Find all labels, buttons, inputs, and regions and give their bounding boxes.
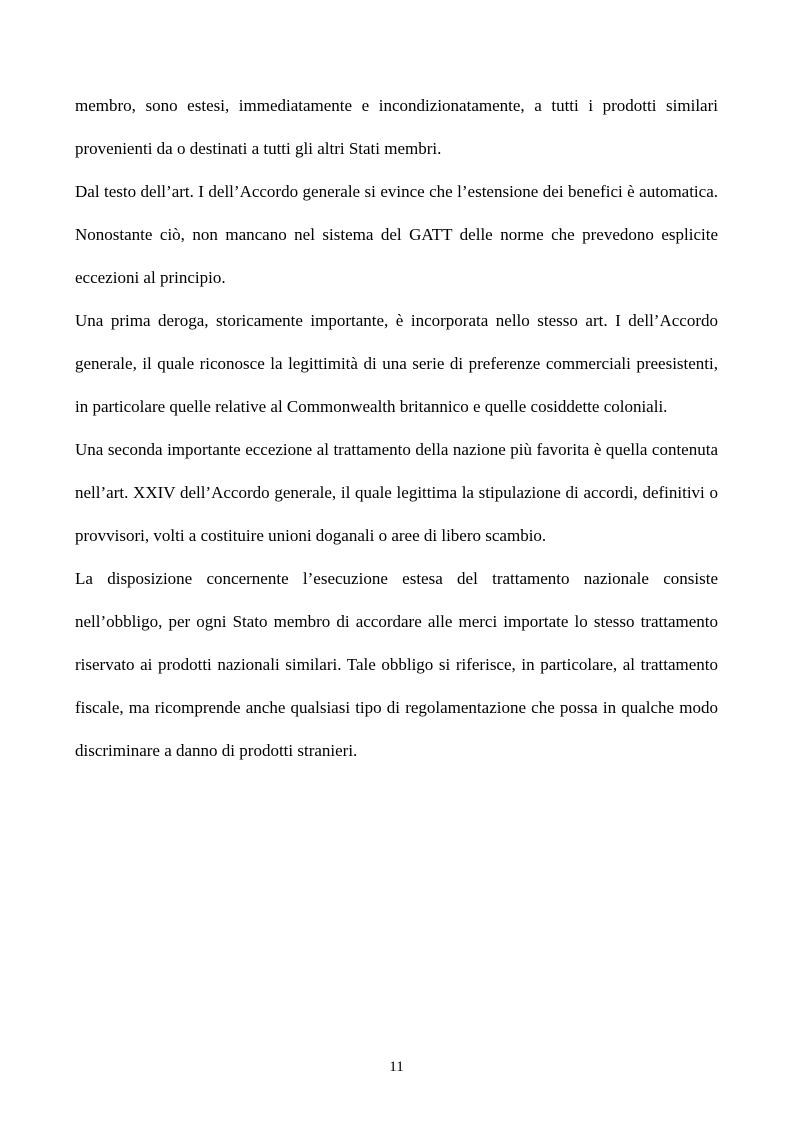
paragraph-5: La disposizione concernente l’esecuzione estesa del trattamento nazionale consiste nell’obbligo, per ogni Stato membro di accordare alle merci importate lo stesso trattamento riservato ai prodotti nazionali similari. Tale obbligo si riferisce, in particolare, al trattamento fiscale, ma ricomprende anche qualsiasi tipo di regolamentazione che possa in qualche modo discriminare a danno di prodotti stranieri. — [75, 569, 718, 760]
page-body — [75, 84, 718, 772]
paragraph-4: Una seconda importante eccezione al trattamento della nazione più favorita è quella contenuta nell’art. XXIV dell’Accordo generale, il quale legittima la stipulazione di accordi, definitivi o provvisori, volti a costituire unioni doganali o aree di libero scambio. — [75, 440, 718, 545]
paragraph-1: membro, sono estesi, immediatamente e incondizionatamente, a tutti i prodotti similari provenienti da o destinati a tutti gli altri Stati membri. — [75, 96, 718, 158]
paragraph-2: Dal testo dell’art. I dell’Accordo generale si evince che l’estensione dei benefici è automatica. Nonostante ciò, non mancano nel sistema del GATT delle norme che prevedono esplicite eccezioni al principio. — [75, 182, 718, 287]
page-number: 11 — [389, 1059, 404, 1075]
paragraph-3: Una prima deroga, storicamente importante, è incorporata nello stesso art. I dell’Accordo generale, il quale riconosce la legittimità di una serie di preferenze commerciali preesistenti, in particolare quelle relative al Commonwealth britannico e quelle cosiddette coloniali. — [75, 311, 718, 416]
